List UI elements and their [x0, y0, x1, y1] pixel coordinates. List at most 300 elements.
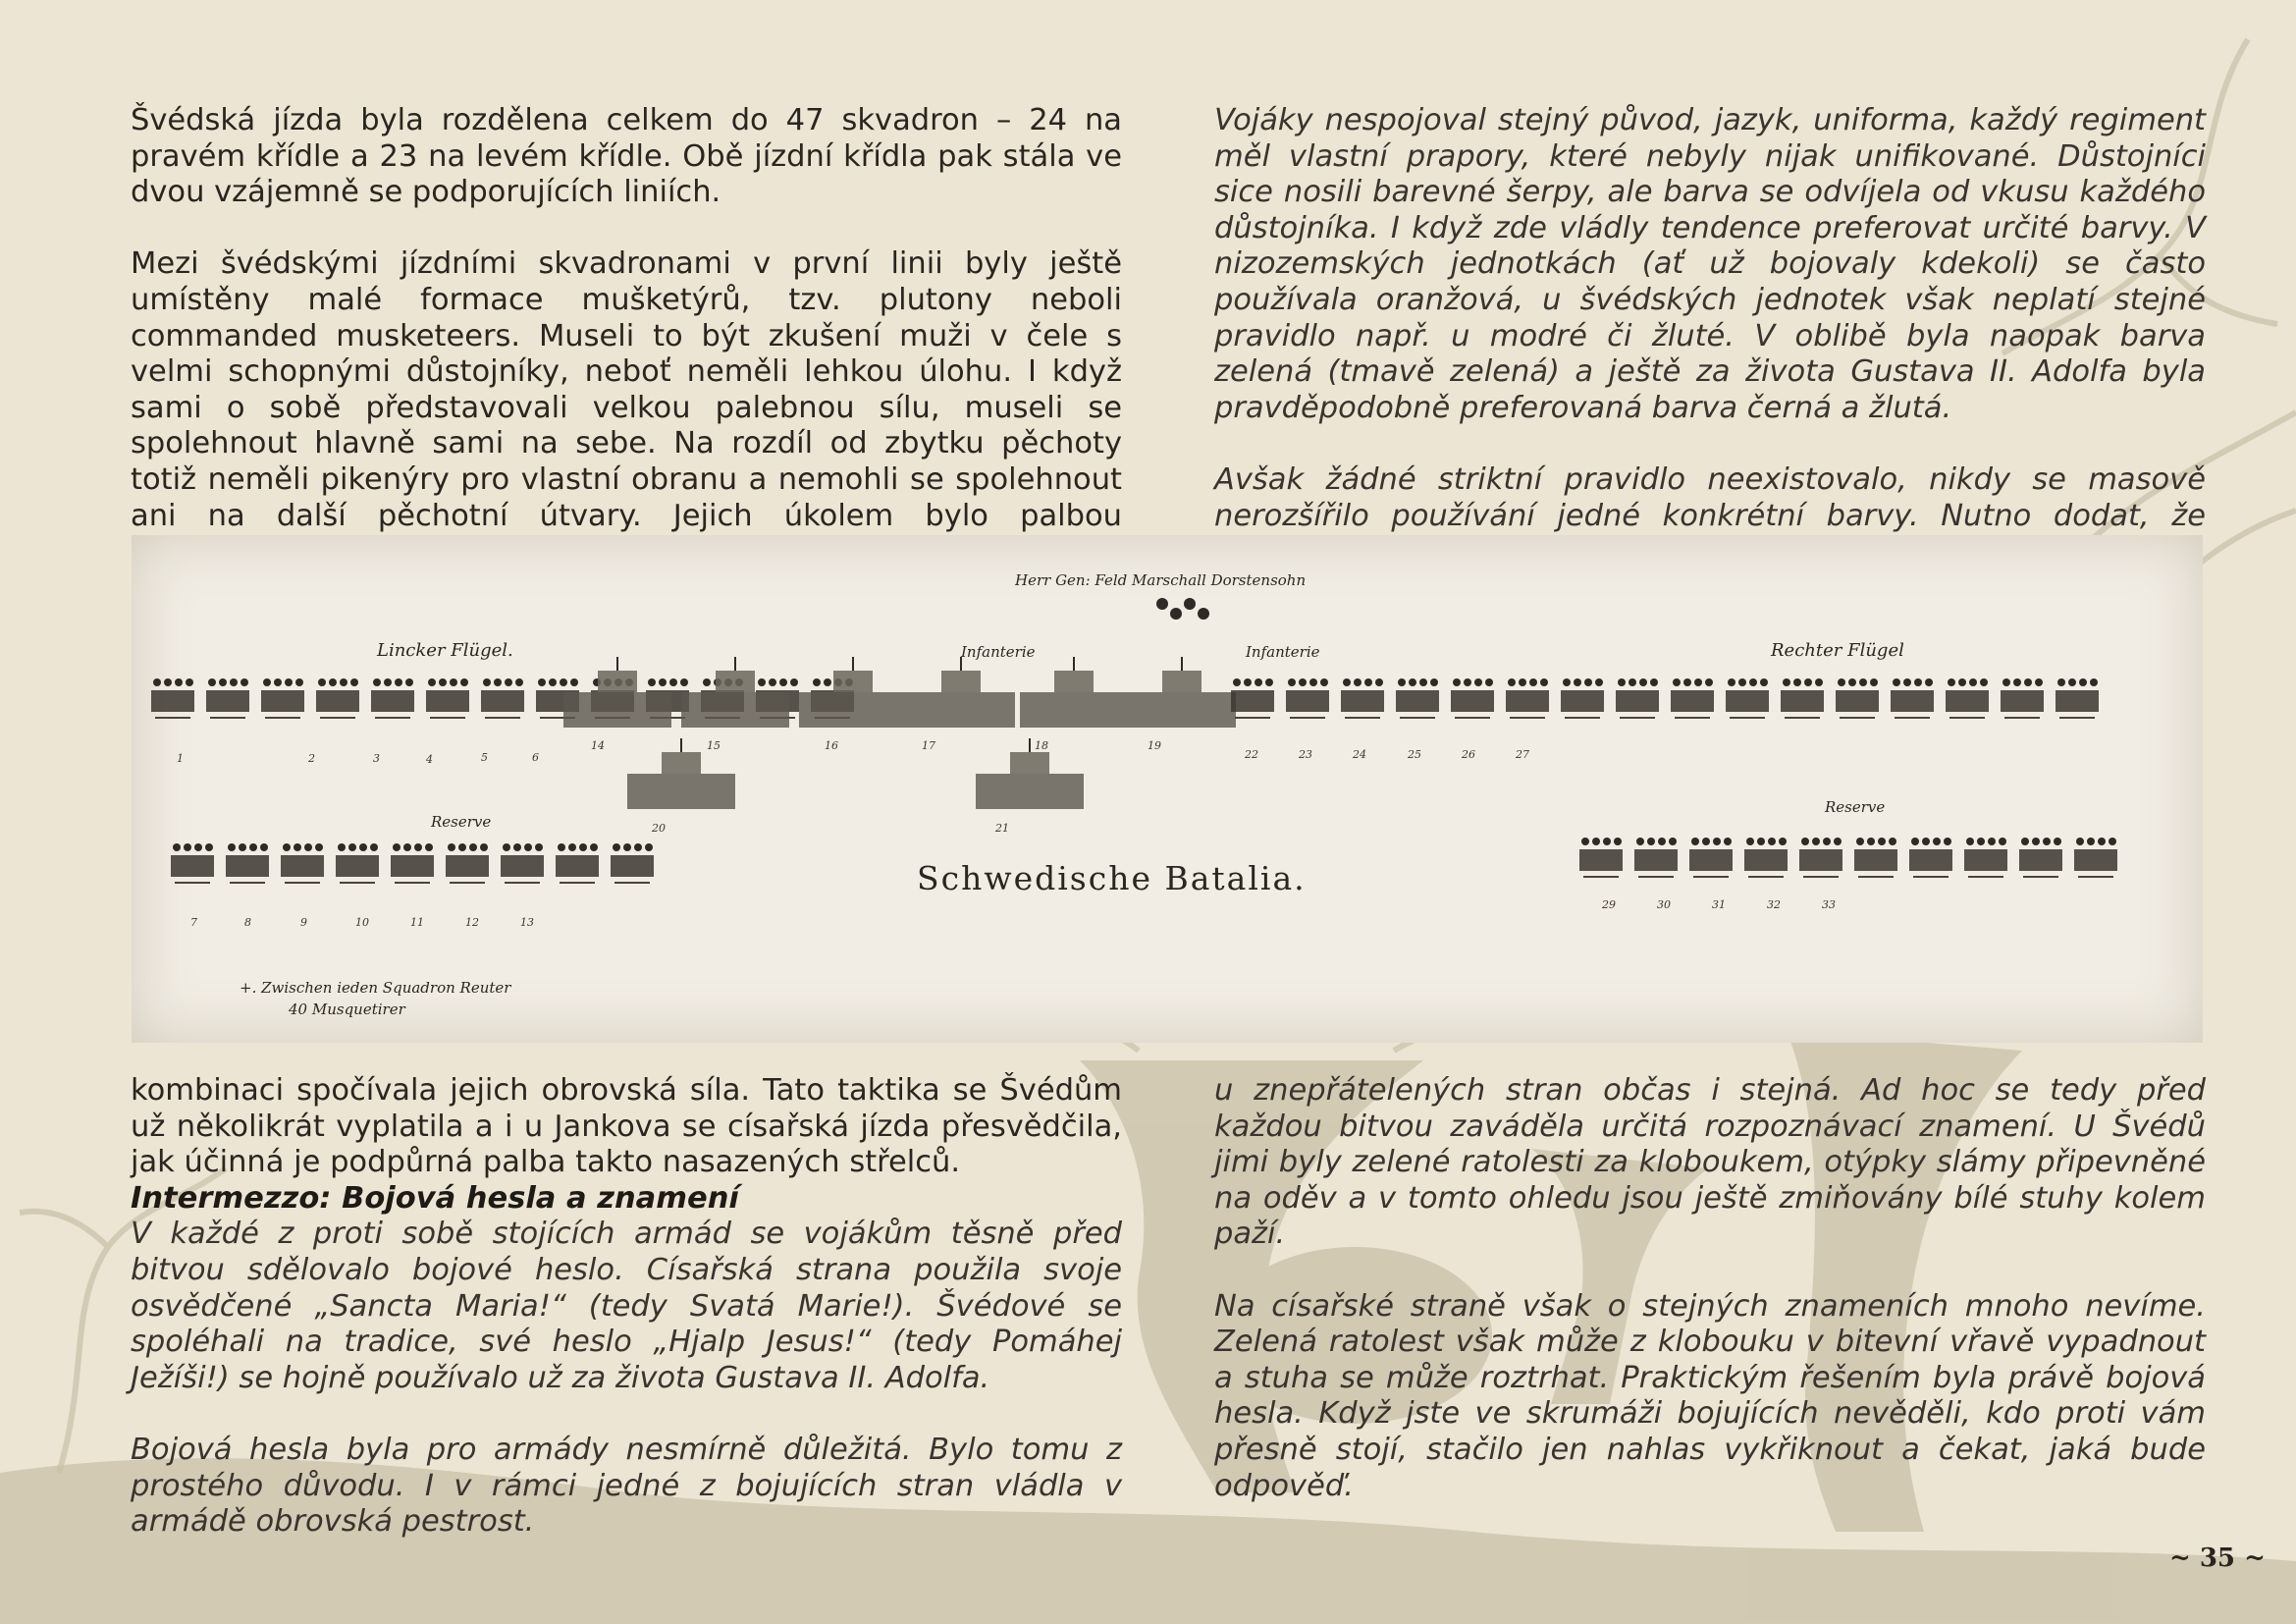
cavalry-squadron: [611, 855, 654, 877]
rider-mark: [2109, 838, 2116, 845]
cavalry-squadron: [1891, 690, 1934, 712]
pike-block: [1054, 671, 1094, 692]
reserve-label: Reserve: [431, 813, 492, 831]
rider-mark: [2076, 838, 2084, 845]
rider-mark: [184, 843, 191, 851]
rider-mark: [2068, 678, 2076, 686]
rider-mark: [205, 843, 213, 851]
cavalry-squadron: [1561, 690, 1604, 712]
rider-mark: [1485, 678, 1493, 686]
commander-label: Herr Gen: Feld Marschall Dorstensohn: [1015, 571, 1307, 589]
rider-mark: [1804, 678, 1812, 686]
rider-mark: [153, 678, 161, 686]
cavalry-squadron: [1616, 690, 1659, 712]
rider-mark: [1574, 678, 1581, 686]
rider-mark: [1760, 678, 1768, 686]
infantry-label: Infanterie: [1246, 643, 1320, 661]
cavalry-squadron: [501, 855, 544, 877]
rider-mark: [1823, 838, 1831, 845]
rider-mark: [1669, 838, 1677, 845]
rider-mark: [428, 678, 436, 686]
rider-mark: [1911, 838, 1919, 845]
unit-number: 19: [1148, 739, 1161, 752]
rider-mark: [1728, 678, 1735, 686]
cavalry-squadron: [151, 690, 194, 712]
rider-mark: [1878, 838, 1886, 845]
paragraph: kombinaci spočívala jejich obrovská síla. Tato taktika se Švédům už několikrát vyplatila a i u Jankova se císařská jízda přesvědčila, jak účinná je podpůrná palba takto nasazených střelců.: [131, 1073, 1122, 1180]
cavalry-squadron: [1964, 849, 2007, 871]
rider-mark: [1933, 838, 1941, 845]
reserve-label: Reserve: [1825, 798, 1886, 816]
infantry-brigade: [1020, 692, 1128, 728]
rider-mark: [538, 678, 546, 686]
rider-mark: [1398, 678, 1406, 686]
rider-mark: [503, 843, 510, 851]
rider-mark: [1801, 838, 1809, 845]
rider-mark: [623, 843, 631, 851]
rider-mark: [549, 678, 557, 686]
commander-escort: [1156, 598, 1168, 610]
unit-number: 17: [922, 739, 935, 752]
rider-mark: [460, 678, 468, 686]
rider-mark: [283, 843, 291, 851]
rider-mark: [1848, 678, 1856, 686]
cavalry-squadron: [446, 855, 489, 877]
rider-mark: [494, 678, 502, 686]
unit-number: 12: [465, 916, 479, 929]
rider-mark: [315, 843, 323, 851]
unit-number: 33: [1822, 898, 1836, 911]
rider-mark: [263, 678, 271, 686]
rider-mark: [1889, 838, 1896, 845]
rider-mark: [1724, 838, 1732, 845]
rider-mark: [645, 843, 653, 851]
rider-mark: [414, 843, 422, 851]
left-wing-label: Lincker Flügel.: [377, 640, 513, 661]
rider-mark: [505, 678, 512, 686]
rider-mark: [824, 678, 831, 686]
rider-mark: [274, 678, 282, 686]
rider-mark: [1508, 678, 1516, 686]
infantry-brigade: [799, 692, 907, 728]
rider-mark: [2032, 838, 2040, 845]
rider-mark: [1779, 838, 1787, 845]
rider-mark: [813, 678, 821, 686]
cavalry-squadron: [1836, 690, 1879, 712]
commander-escort: [1184, 598, 1196, 610]
unit-number: 25: [1408, 748, 1421, 761]
unit-number: 8: [244, 916, 251, 929]
rider-mark: [208, 678, 216, 686]
rider-mark: [350, 678, 358, 686]
rider-mark: [458, 843, 466, 851]
cavalry-squadron: [1396, 690, 1439, 712]
pike-block: [662, 752, 701, 774]
unit-number: 24: [1353, 748, 1366, 761]
rider-mark: [340, 678, 347, 686]
paragraph: Na císařské straně však o stejných znameních mnoho nevíme. Zelená ratolest však může z klobouku v bitevní vřavě vypadnout a stuha se může roztrhat. Praktickým řešením byla právě bojová hesla. Když jste ve skrumáži bojujících nevěděli, kdo proti vám přesně stojí, stačilo jen nahlas vykřiknout a čekat, jaká bude odpověď.: [1214, 1288, 2206, 1503]
rider-mark: [703, 678, 711, 686]
infantry-brigade: [563, 692, 671, 728]
infantry-brigade: [976, 774, 1084, 809]
unit-number: 14: [591, 739, 605, 752]
unit-number: 22: [1245, 748, 1258, 761]
cavalry-squadron: [1231, 690, 1274, 712]
rider-mark: [240, 678, 248, 686]
rider-mark: [2021, 838, 2029, 845]
cavalry-squadron: [1726, 690, 1769, 712]
rider-mark: [285, 678, 293, 686]
paragraph: V každé z proti sobě stojících armád se vojákům těsně před bitvou sdělovalo bojové heslo. Císařská strana použila svoje osvědčené „Sancta Maria!“ (tedy Svatá Marie!). Švédové se spoléhali na tradice, své heslo „Hjalp Jesus!“ (tedy Pomáhej Ježíši!) se hojně používalo už za života Gustava II. Adolfa.: [131, 1217, 1122, 1395]
rider-mark: [2057, 678, 2065, 686]
rider-mark: [579, 843, 587, 851]
rider-mark: [329, 678, 337, 686]
cavalry-squadron: [426, 690, 469, 712]
rider-mark: [1746, 838, 1754, 845]
rider-mark: [1464, 678, 1471, 686]
unit-number: 21: [995, 822, 1009, 835]
cavalry-squadron: [281, 855, 324, 877]
rider-mark: [2035, 678, 2043, 686]
unit-number: 2: [308, 752, 315, 765]
rider-mark: [228, 843, 236, 851]
rider-mark: [164, 678, 172, 686]
rider-mark: [1430, 678, 1438, 686]
rider-mark: [348, 843, 356, 851]
rider-mark: [1859, 678, 1867, 686]
rider-mark: [1650, 678, 1658, 686]
rider-mark: [613, 843, 620, 851]
rider-mark: [1713, 838, 1721, 845]
rider-mark: [1474, 678, 1482, 686]
paragraph: Bojová hesla byla pro armády nesmírně důležitá. Bylo tomu z prostého důvodu. I v rámci jedné z bojujících stran vládla v armádě obrovská pestrost.: [131, 1432, 1122, 1540]
rider-mark: [448, 843, 455, 851]
rider-mark: [1409, 678, 1416, 686]
cavalry-squadron: [391, 855, 434, 877]
cavalry-squadron: [481, 690, 524, 712]
cavalry-squadron: [2074, 849, 2117, 871]
rider-mark: [1647, 838, 1655, 845]
rider-mark: [1870, 678, 1878, 686]
rider-mark: [513, 843, 521, 851]
rider-mark: [1948, 678, 1955, 686]
cavalry-squadron: [371, 690, 414, 712]
rider-mark: [338, 843, 346, 851]
pike-block: [1010, 752, 1049, 774]
paragraph: u znepřátelených stran občas i stejná. Ad hoc se tedy před každou bitvou zaváděla určitá rozpoznávací znamení. U Švédů jimi byly zelené ratolesti za kloboukem, otýpky slámy připevněné na oděv a v tomto ohledu jsou ještě zmiňovány bílé stuhy kolem paží.: [1214, 1073, 2206, 1252]
unit-number: 3: [373, 752, 380, 765]
rider-mark: [1540, 678, 1548, 686]
cavalry-squadron: [2056, 690, 2099, 712]
rider-mark: [384, 678, 392, 686]
unit-number: 9: [300, 916, 307, 929]
rider-mark: [373, 678, 381, 686]
cavalry-squadron: [1286, 690, 1329, 712]
rider-mark: [1958, 678, 1966, 686]
rider-mark: [1768, 838, 1776, 845]
battle-order-engraving: [132, 535, 2203, 1043]
rider-mark: [1999, 838, 2006, 845]
rider-mark: [186, 678, 193, 686]
rider-mark: [425, 843, 433, 851]
unit-number: 31: [1712, 898, 1726, 911]
cavalry-squadron: [1781, 690, 1824, 712]
unit-number: 6: [532, 751, 539, 764]
unit-number: 5: [481, 751, 488, 764]
cavalry-squadron: [171, 855, 214, 877]
rider-mark: [1255, 678, 1262, 686]
pike-block: [833, 671, 873, 692]
rider-mark: [1966, 838, 1974, 845]
rider-mark: [393, 843, 400, 851]
rider-mark: [1903, 678, 1911, 686]
rider-mark: [1977, 838, 1985, 845]
rider-mark: [2013, 678, 2021, 686]
cavalry-squadron: [316, 690, 359, 712]
rider-mark: [634, 843, 642, 851]
cavalry-squadron: [261, 690, 304, 712]
rider-mark: [1749, 678, 1757, 686]
cavalry-squadron: [1799, 849, 1842, 871]
rider-mark: [1584, 678, 1592, 686]
cavalry-squadron: [336, 855, 379, 877]
rider-mark: [1812, 838, 1820, 845]
rider-mark: [1639, 678, 1647, 686]
rider-mark: [1673, 678, 1681, 686]
rider-mark: [535, 843, 543, 851]
rider-mark: [1969, 678, 1977, 686]
engraving-note: 40 Musquetirer: [289, 1001, 405, 1018]
rider-mark: [1702, 838, 1710, 845]
rider-mark: [1419, 678, 1427, 686]
rider-mark: [219, 678, 227, 686]
rider-mark: [1922, 838, 1930, 845]
rider-mark: [1925, 678, 1933, 686]
rider-mark: [1563, 678, 1571, 686]
rider-mark: [2087, 838, 2095, 845]
cavalry-squadron: [2019, 849, 2062, 871]
paragraph: Mezi švédskými jízdními skvadronami v první linii byly ještě umístěny malé formace mušketýrů, tzv. plutony neboli commanded musketeers. Museli to být zkušení muži v čele s velmi schopnými důstojníky, neboť neměli lehkou úlohu. I když sami o sobě představovali velkou palebnou sílu, museli se spolehnout hlavně sami na sebe. Na rozdíl od zbytku pěchoty totiž neměli pikenýry pro vlastní obranu a nemohli se spolehnout ani na další pěchotní útvary. Jejich úkolem bylo palbou: [131, 246, 1122, 533]
rider-mark: [779, 678, 787, 686]
cavalry-squadron: [2001, 690, 2044, 712]
rider-mark: [1856, 838, 1864, 845]
rider-mark: [1614, 838, 1622, 845]
rider-mark: [1705, 678, 1713, 686]
rider-mark: [1453, 678, 1461, 686]
cavalry-squadron: [1634, 849, 1678, 871]
rider-mark: [1658, 838, 1666, 845]
rider-mark: [1595, 678, 1603, 686]
unit-number: 18: [1035, 739, 1048, 752]
rider-mark: [648, 678, 656, 686]
unit-number: 4: [426, 753, 433, 766]
paragraph: Švédská jízda byla rozdělena celkem do 47 skvadron – 24 na pravém křídle a 23 na levém křídle. Obě jízdní křídla pak stála ve dvou vzájemně se podporujících liniích.: [131, 103, 1122, 210]
cavalry-squadron: [1946, 690, 1989, 712]
rider-mark: [560, 678, 567, 686]
rider-mark: [1288, 678, 1296, 686]
right-column-top: [1214, 103, 2206, 570]
page-number: ~ 35 ~: [2169, 1543, 2266, 1573]
section-heading: Intermezzo: Bojová hesla a znamení: [131, 1180, 739, 1216]
pike-block: [598, 671, 637, 692]
cavalry-squadron: [206, 690, 249, 712]
rider-mark: [249, 843, 257, 851]
rider-mark: [1738, 678, 1746, 686]
cavalry-squadron: [1579, 849, 1623, 871]
unit-number: 27: [1516, 748, 1529, 761]
rider-mark: [295, 678, 303, 686]
rider-mark: [1793, 678, 1801, 686]
rider-mark: [590, 843, 598, 851]
pike-block: [941, 671, 981, 692]
rider-mark: [304, 843, 312, 851]
rider-mark: [1838, 678, 1845, 686]
unit-number: 23: [1299, 748, 1312, 761]
rider-mark: [1618, 678, 1626, 686]
rider-mark: [2024, 678, 2032, 686]
unit-number: 10: [355, 916, 369, 929]
rider-mark: [680, 678, 688, 686]
rider-mark: [469, 843, 477, 851]
rider-mark: [1893, 678, 1900, 686]
rider-mark: [1834, 838, 1842, 845]
rider-mark: [1354, 678, 1362, 686]
rider-mark: [570, 678, 578, 686]
unit-number: 29: [1602, 898, 1616, 911]
rider-mark: [318, 678, 326, 686]
rider-mark: [524, 843, 532, 851]
rider-mark: [405, 678, 413, 686]
unit-number: 7: [190, 916, 197, 929]
unit-number: 20: [652, 822, 666, 835]
rider-mark: [2002, 678, 2010, 686]
rider-mark: [1757, 838, 1765, 845]
cavalry-squadron: [1854, 849, 1897, 871]
rider-mark: [1988, 838, 1996, 845]
unit-number: 1: [177, 752, 184, 765]
rider-mark: [1980, 678, 1988, 686]
rider-mark: [1299, 678, 1307, 686]
rider-mark: [669, 678, 677, 686]
rider-mark: [1265, 678, 1273, 686]
pike-block: [1162, 671, 1201, 692]
cavalry-squadron: [1671, 690, 1714, 712]
rider-mark: [2098, 838, 2106, 845]
rider-mark: [370, 843, 378, 851]
rider-mark: [1320, 678, 1328, 686]
pike-block: [716, 671, 755, 692]
infantry-brigade: [907, 692, 1015, 728]
rider-mark: [2079, 678, 2087, 686]
unit-number: 32: [1767, 898, 1781, 911]
cavalry-squadron: [1506, 690, 1549, 712]
rider-mark: [1815, 678, 1823, 686]
engraving-note: +. Zwischen ieden Squadron Reuter: [240, 979, 511, 997]
rider-mark: [173, 843, 181, 851]
rider-mark: [568, 843, 576, 851]
rider-mark: [1783, 678, 1790, 686]
rider-mark: [1683, 678, 1691, 686]
rider-mark: [1691, 838, 1699, 845]
rider-mark: [1529, 678, 1537, 686]
rider-mark: [1581, 838, 1589, 845]
rider-mark: [758, 678, 766, 686]
unit-number: 13: [520, 916, 534, 929]
rider-mark: [403, 843, 411, 851]
rider-mark: [260, 843, 268, 851]
rider-mark: [558, 843, 565, 851]
unit-number: 26: [1462, 748, 1475, 761]
commander-escort: [1198, 608, 1209, 620]
rider-mark: [1867, 838, 1875, 845]
cavalry-squadron: [1744, 849, 1788, 871]
rider-mark: [1343, 678, 1351, 686]
rider-mark: [1519, 678, 1526, 686]
cavalry-squadron: [1689, 849, 1733, 871]
rider-mark: [1603, 838, 1611, 845]
rider-mark: [480, 843, 488, 851]
cavalry-squadron: [1341, 690, 1384, 712]
unit-number: 11: [410, 916, 424, 929]
rider-mark: [230, 678, 238, 686]
rider-mark: [439, 678, 447, 686]
rider-mark: [1244, 678, 1252, 686]
rider-mark: [1233, 678, 1241, 686]
rider-mark: [1944, 838, 1951, 845]
unit-number: 15: [707, 739, 721, 752]
rider-mark: [175, 678, 183, 686]
paragraph: Avšak žádné striktní pravidlo neexistovalo, nikdy se masově nerozšířilo používání jedné konkrétní barvy. Nutno dodat, že: [1214, 461, 2206, 533]
rider-mark: [2043, 838, 2051, 845]
infantry-brigade: [627, 774, 735, 809]
rider-mark: [194, 843, 202, 851]
rider-mark: [1364, 678, 1372, 686]
rider-mark: [2090, 678, 2098, 686]
engraving-title: Schwedische Batalia.: [917, 859, 1307, 897]
rider-mark: [239, 843, 246, 851]
rider-mark: [1636, 838, 1644, 845]
rider-mark: [1694, 678, 1702, 686]
rider-mark: [294, 843, 301, 851]
cavalry-squadron: [1909, 849, 1952, 871]
rider-mark: [1309, 678, 1317, 686]
rider-mark: [515, 678, 523, 686]
commander-escort: [1170, 608, 1182, 620]
rider-mark: [395, 678, 402, 686]
right-column-bottom: [1214, 1073, 2206, 1504]
left-column-bottom: [131, 1073, 1122, 1541]
infantry-brigade: [1128, 692, 1236, 728]
rider-mark: [359, 843, 367, 851]
infantry-label: Infanterie: [961, 643, 1036, 661]
cavalry-squadron: [556, 855, 599, 877]
rider-mark: [1629, 678, 1636, 686]
rider-mark: [1592, 838, 1600, 845]
infantry-brigade: [681, 692, 789, 728]
unit-number: 30: [1657, 898, 1671, 911]
rider-mark: [450, 678, 457, 686]
engraving-drawing: [132, 535, 2203, 1043]
rider-mark: [659, 678, 667, 686]
rider-mark: [1375, 678, 1383, 686]
right-wing-label: Rechter Flügel: [1771, 640, 1904, 661]
cavalry-squadron: [1451, 690, 1494, 712]
rider-mark: [790, 678, 798, 686]
unit-number: 16: [825, 739, 838, 752]
rider-mark: [769, 678, 776, 686]
paragraph: Vojáky nespojoval stejný původ, jazyk, uniforma, každý regiment měl vlastní prapory, které nebyly nijak unifikované. Důstojníci sice nosili barevné šerpy, ale barva se odvíjela od vkusu každého důstojníka. I když zde vládly tendence preferovat určité barvy. V nizozemských jednotkách (ať už bojovaly kdekoli) se často používala oranžová, u švédských jednotek však neplatí stejné pravidlo např. u modré či žluté. V oblibě byla naopak barva zelená (tmavě zelená) a ještě za života Gustava II. Adolfa byla pravděpodobně preferovaná barva černá a žlutá.: [1214, 103, 2206, 425]
rider-mark: [483, 678, 491, 686]
